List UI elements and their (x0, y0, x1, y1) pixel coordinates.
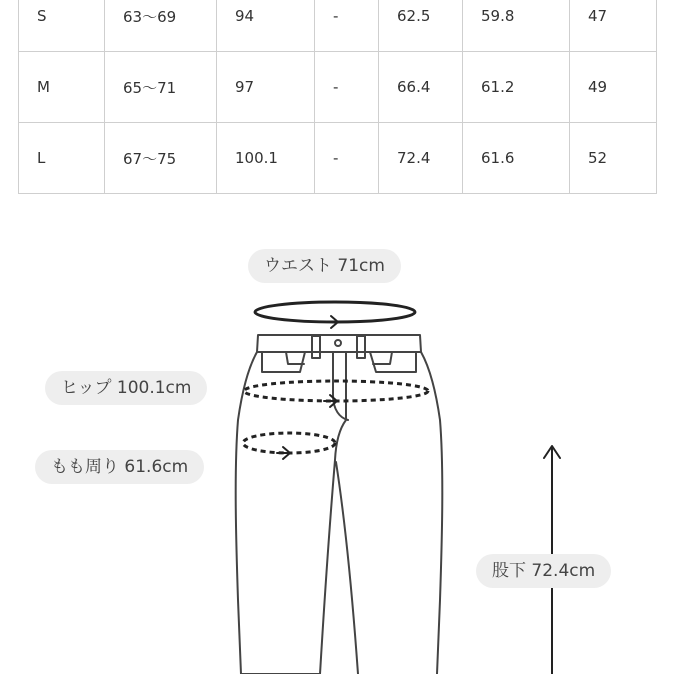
right-pocket-inner (373, 352, 392, 364)
inseam-label: 股下 72.4cm (476, 554, 611, 588)
table-row (19, 52, 657, 123)
table-cell: 61.2 (463, 52, 570, 123)
table-cell: 65〜71 (105, 52, 217, 123)
right-pocket (370, 352, 416, 372)
table-cell: - (315, 0, 379, 52)
table-cell: 59.8 (463, 0, 570, 52)
table-row (19, 123, 657, 194)
table-cell: 72.4 (379, 123, 463, 194)
table-cell: 62.5 (379, 0, 463, 52)
waist-arrow-icon (325, 316, 338, 328)
table-cell: 47 (570, 0, 657, 52)
thigh-ellipse (243, 433, 335, 453)
waistband (257, 335, 421, 352)
table-cell: 94 (217, 0, 315, 52)
table-cell: 61.6 (463, 123, 570, 194)
crotch-seam (335, 352, 346, 460)
size-table (18, 0, 657, 194)
right-inner-leg (336, 462, 358, 674)
table-cell: 97 (217, 52, 315, 123)
thigh-arrow-icon (277, 447, 290, 459)
hip-label: ヒップ 100.1cm (45, 371, 207, 405)
left-inner-leg (320, 460, 335, 674)
left-leg-outline (236, 352, 257, 674)
left-pocket (262, 352, 305, 372)
table-row (19, 0, 657, 52)
table-cell: - (315, 52, 379, 123)
table-cell: 63〜69 (105, 0, 217, 52)
belt-loop (357, 336, 365, 358)
table-cell: S (19, 0, 105, 52)
table-cell: - (315, 123, 379, 194)
table-cell: 49 (570, 52, 657, 123)
table-cell: 66.4 (379, 52, 463, 123)
belt-loop (312, 336, 320, 358)
hip-ellipse (244, 381, 428, 401)
table-cell: M (19, 52, 105, 123)
waist-label: ウエスト 71cm (248, 249, 401, 283)
table-cell: 52 (570, 123, 657, 194)
table-cell: 67〜75 (105, 123, 217, 194)
right-leg-outline (421, 352, 442, 674)
thigh-label: もも周り 61.6cm (35, 450, 204, 484)
left-pocket-inner (286, 352, 304, 364)
table-cell: 100.1 (217, 123, 315, 194)
table-cell: L (19, 123, 105, 194)
button (335, 340, 341, 346)
